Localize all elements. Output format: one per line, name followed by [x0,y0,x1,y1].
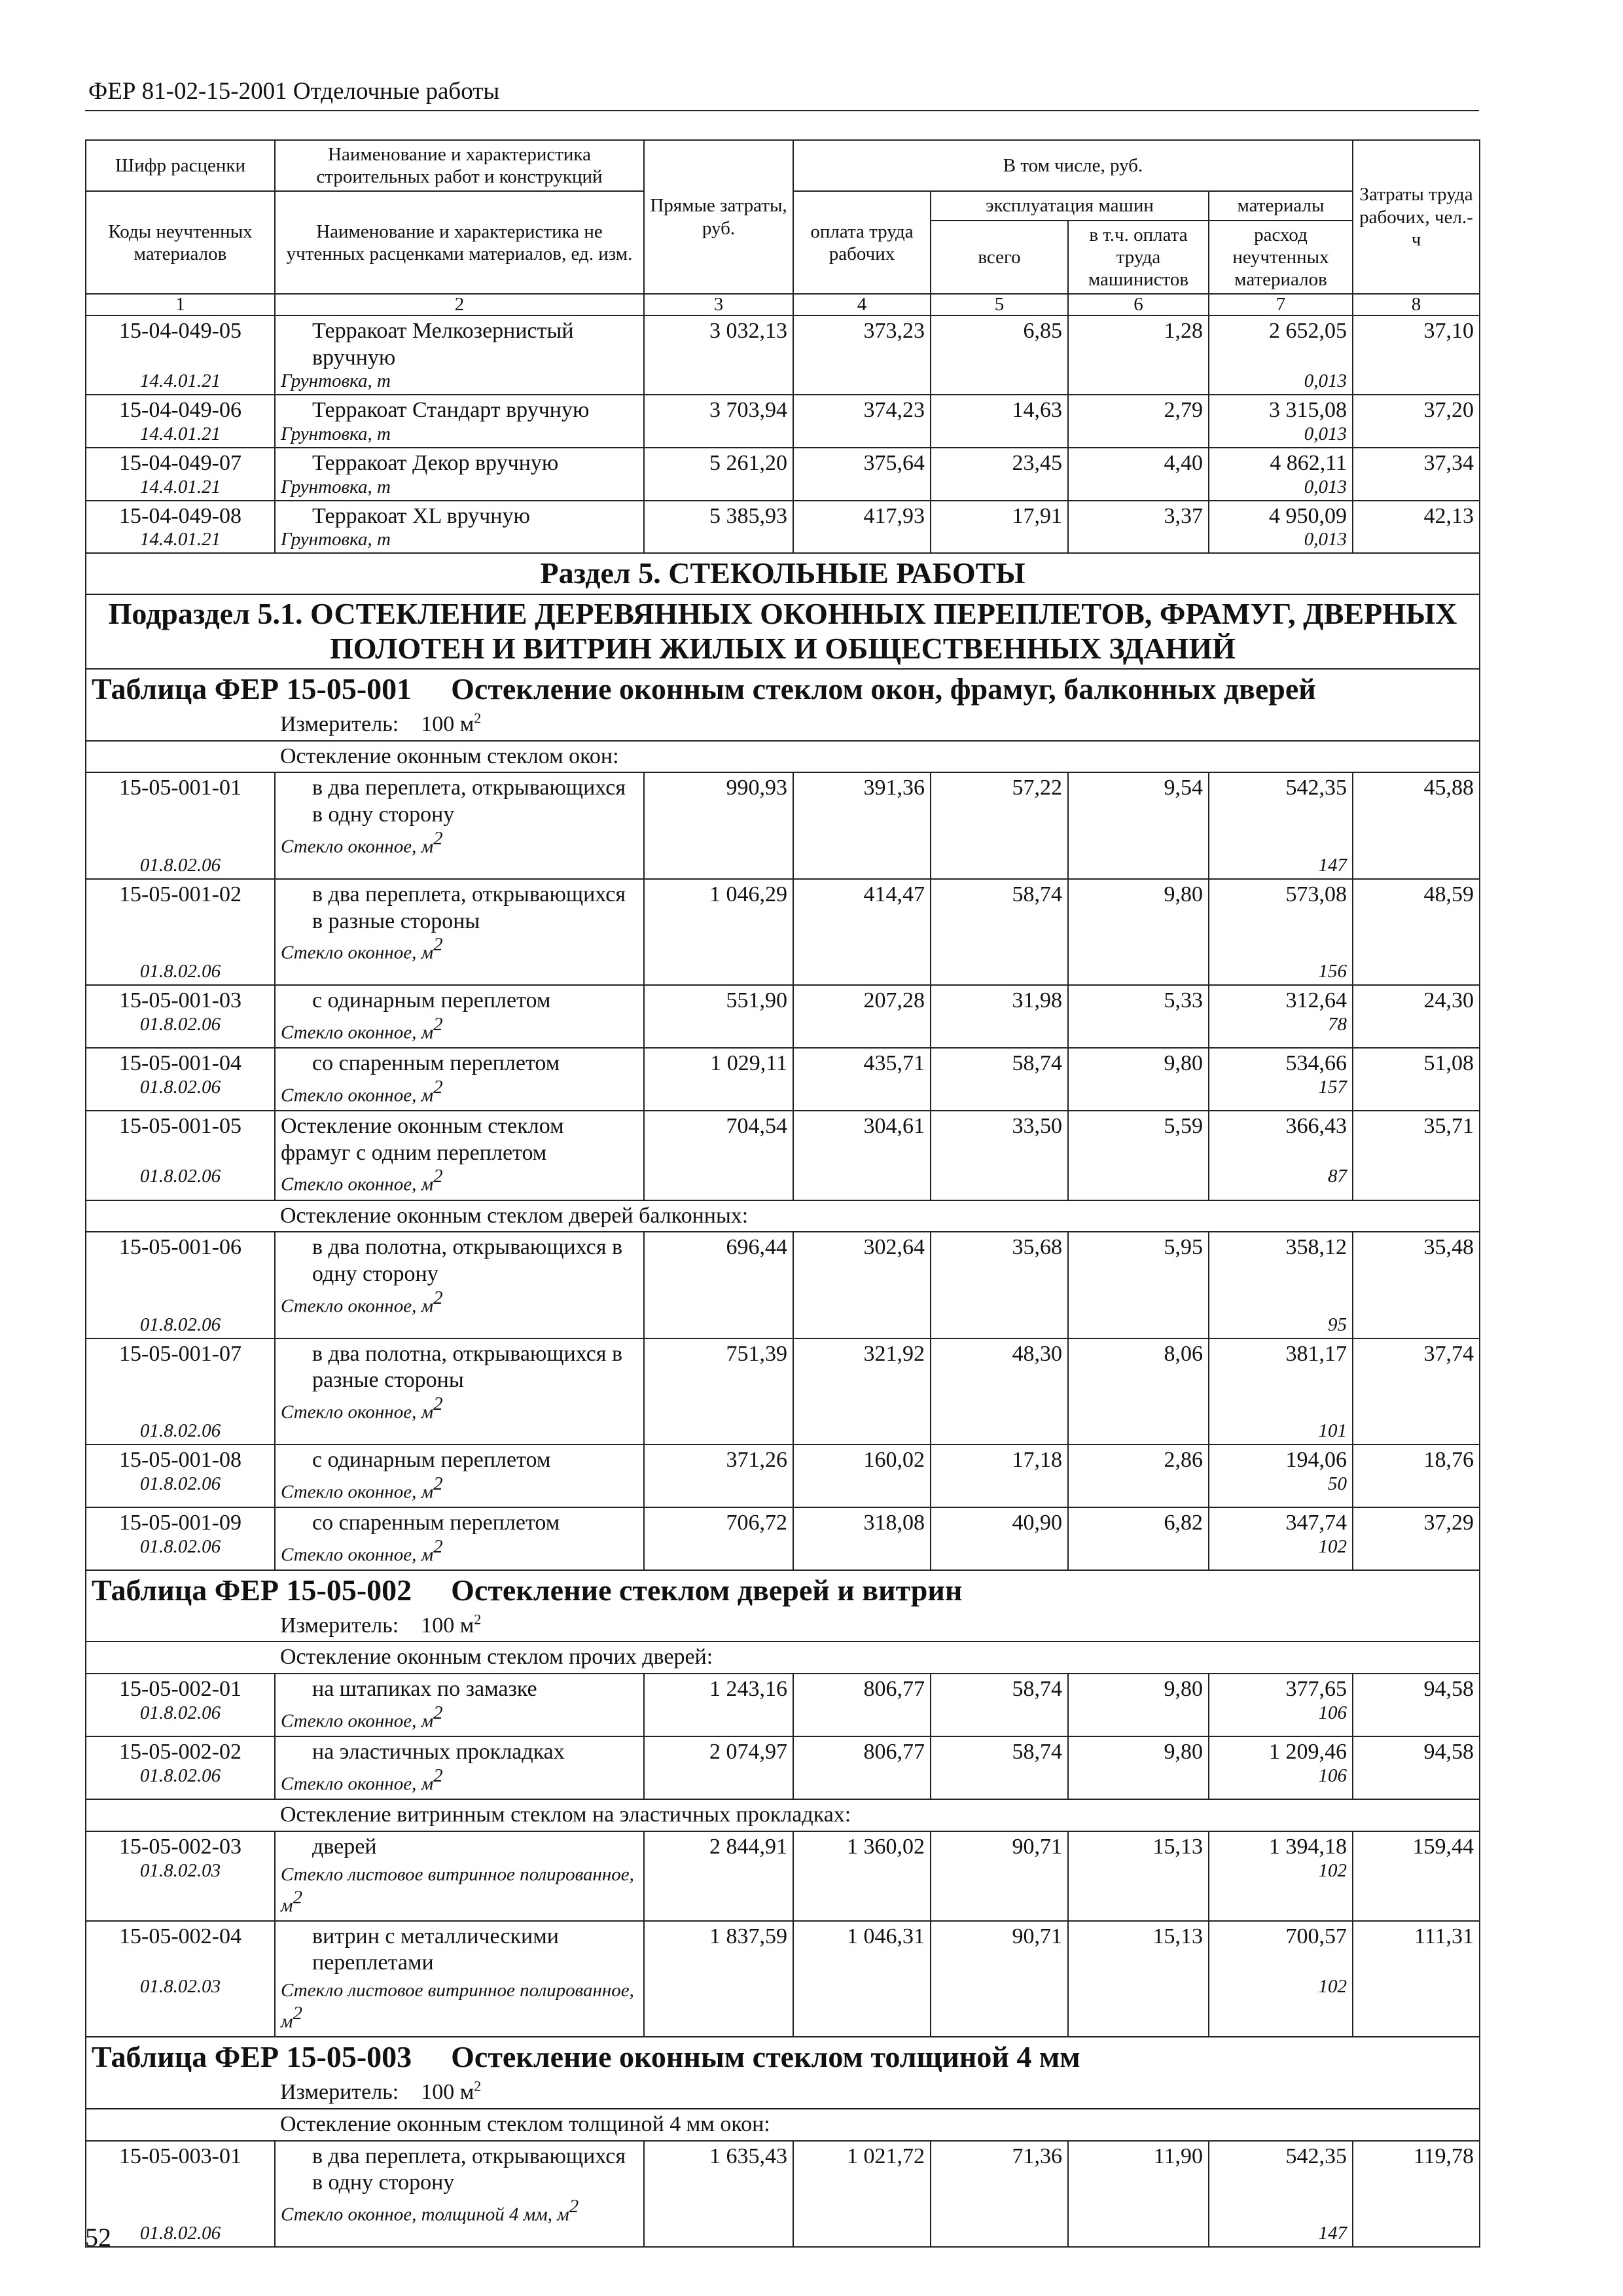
labor-pay: 417,93 [793,501,931,554]
materials-cost: 542,35 [1285,2144,1347,2168]
measure-value: 100 м [421,1613,474,1638]
machines-total: 14,63 [931,395,1068,448]
material-code: 01.8.02.06 [139,2223,221,2244]
header-divider [85,110,1479,111]
rate-code: 15-04-049-06 [119,398,241,423]
material-code: 14.4.01.21 [139,423,221,445]
machines-total: 40,90 [931,1507,1068,1570]
measure: Измеритель: 100 $м^2$ [275,1611,1480,1642]
material-code: 01.8.02.06 [139,1076,221,1098]
rate-code: 15-05-001-02 [119,882,241,906]
materials-cost: 194,06 [1285,1447,1347,1472]
col-name-bottom-header: Наименование и характеристика не учтенных расценками материалов, ед. изм. [275,191,644,294]
machines-total: 90,71 [931,1921,1068,2037]
material-name: Стекло листовое витринное полированное, м [281,1980,634,2032]
direct-cost: 551,90 [644,985,793,1048]
labor-hours: 42,13 [1353,501,1480,554]
work-name: Терракоат Мелкозернистый вручную [312,318,574,370]
rate-code: 15-04-049-05 [119,318,241,343]
material-qty: 102 [1318,1976,1347,1998]
rate-code: 15-05-003-01 [119,2144,241,2168]
group-title: Остекление оконным стеклом дверей балконных: [275,1200,1480,1232]
material-code: 01.8.02.03 [139,1976,221,1998]
col-num: 3 [644,294,793,315]
material-code: 14.4.01.21 [139,529,221,550]
material-code: 01.8.02.06 [139,1765,221,1786]
work-name: со спаренным переплетом [312,1050,560,1075]
direct-cost: 3 032,13 [644,315,793,395]
material-code: 01.8.02.06 [139,1013,221,1035]
labor-hours: 35,48 [1353,1232,1480,1338]
subsection-title: Подраздел 5.1. ОСТЕКЛЕНИЕ ДЕРЕВЯННЫХ ОКОННЫХ ПЕРЕПЛЕТОВ, ФРАМУГ, ДВЕРНЫХ ПОЛОТЕН И ВИТРИН ЖИЛЫХ И ОБЩЕСТВЕННЫХ ЗДАНИЙ [86,594,1480,669]
labor-pay: 160,02 [793,1444,931,1507]
labor-pay: 373,23 [793,315,931,395]
materials-cost: 381,17 [1285,1341,1347,1366]
material-qty: 106 [1318,1702,1347,1724]
labor-pay: 806,77 [793,1736,931,1799]
labor-pay: 318,08 [793,1507,931,1570]
measure: Измеритель: 100 $м^2$ [275,709,1480,741]
work-name: в два переплета, открывающихся в одну сторону [312,2144,626,2195]
rate-code: 15-05-001-08 [119,1447,241,1472]
col-incl-header: В том числе, руб. [793,140,1353,191]
group-title: Остекление оконным стеклом окон: [275,741,1480,773]
materials-cost: 312,64 [1285,988,1347,1013]
driver-pay: 9,80 [1068,879,1209,985]
labor-pay: 806,77 [793,1674,931,1736]
labor-pay: 1 021,72 [793,2141,931,2247]
table-row: 15-05-001-05 01.8.02.06 Остекление оконным стеклом фрамуг с одним переплетом Стекло оконное, $м^2$ 704,54 304,61 33,50 5,59 366,43 87 35,71 [86,1111,1480,1200]
direct-cost: 2 844,91 [644,1831,793,1921]
table-row: 15-05-001-07 01.8.02.06 в два полотна, открывающихся в разные стороны Стекло оконное, $м^2$ 751,39 321,92 48,30 8,06 381,17 101 37,74 [86,1338,1480,1444]
material-name: Стекло оконное, толщиной 4 мм, м [281,2204,569,2225]
work-name: дверей [312,1834,377,1859]
machines-total: 35,68 [931,1232,1068,1338]
table-caption: Остекление стеклом дверей и витрин [451,1573,963,1607]
material-name: Стекло оконное, м [281,1773,434,1795]
table-row: 15-05-003-01 01.8.02.06 в два переплета, открывающихся в одну сторону Стекло оконное, толщиной 4 мм, $м^2$ 1 635,43 1 021,72 71,36 11,90 542,35 147 119,78 [86,2141,1480,2247]
material-code: 14.4.01.21 [139,476,221,497]
rate-code: 15-05-001-01 [119,776,241,800]
materials-cost: 2 652,05 [1269,318,1347,343]
machines-total: 58,74 [931,1736,1068,1799]
table-row [86,501,1480,554]
labor-hours: 51,08 [1353,1048,1480,1111]
material-qty: 102 [1318,1859,1347,1881]
machines-total: 33,50 [931,1111,1068,1200]
material-qty: 101 [1318,1420,1347,1442]
labor-pay: 1 360,02 [793,1831,931,1921]
material-qty: 147 [1318,2223,1347,2244]
work-name: с одинарным переплетом [312,988,551,1013]
labor-hours: 37,10 [1353,315,1480,395]
direct-cost: 5 385,93 [644,501,793,554]
driver-pay: 15,13 [1068,1921,1209,2037]
labor-hours: 37,29 [1353,1507,1480,1570]
work-name: со спаренным переплетом [312,1510,560,1535]
rate-code: 15-05-001-05 [119,1113,241,1138]
section-title: Раздел 5. СТЕКОЛЬНЫЕ РАБОТЫ [86,553,1480,594]
table-caption: Остекление оконным стеклом окон, фрамуг, балконных дверей [451,672,1316,706]
measure: Измеритель: 100 $м^2$ [275,2077,1480,2109]
material-name: Стекло оконное, м [281,942,434,963]
direct-cost: 1 029,11 [644,1048,793,1111]
direct-cost: 1 837,59 [644,1921,793,2037]
material-qty: 95 [1328,1314,1347,1335]
work-name: Терракоат XL вручную [312,503,530,528]
direct-cost: 1 046,29 [644,879,793,985]
driver-pay: 9,80 [1068,1674,1209,1736]
col-code-header: Шифр расценки [86,140,275,191]
material-name: Стекло оконное, м [281,836,434,857]
table-row: 15-05-001-09 01.8.02.06 со спаренным переплетом Стекло оконное, $м^2$ 706,72 318,08 40,90 6,82 347,74 102 37,29 [86,1507,1480,1570]
labor-hours: 37,20 [1353,395,1480,448]
material-code: 01.8.02.06 [139,1166,221,1187]
table-row: 15-05-001-02 01.8.02.06 в два переплета, открывающихся в разные стороны Стекло оконное, $м^2$ 1 046,29 414,47 58,74 9,80 573,08 156 48,59 [86,879,1480,985]
direct-cost: 751,39 [644,1338,793,1444]
work-name: с одинарным переплетом [312,1447,551,1472]
rate-code: 15-05-002-04 [119,1924,241,1948]
labor-hours: 24,30 [1353,985,1480,1048]
material-qty: 0,013 [1304,423,1347,445]
machines-total: 31,98 [931,985,1068,1048]
col-num: 7 [1209,294,1353,315]
machines-total: 23,45 [931,448,1068,501]
col-num: 5 [931,294,1068,315]
table-row: 15-05-001-01 01.8.02.06 в два переплета, открывающихся в одну сторону Стекло оконное, $м^2$ 990,93 391,36 57,22 9,54 542,35 147 45,88 [86,772,1480,878]
col-num: 1 [86,294,275,315]
col-num: 8 [1353,294,1480,315]
rate-code: 15-05-001-06 [119,1235,241,1260]
direct-cost: 1 635,43 [644,2141,793,2247]
material-code: 01.8.02.06 [139,1420,221,1442]
direct-cost: 3 703,94 [644,395,793,448]
driver-pay: 9,54 [1068,772,1209,878]
work-name: в два полотна, открывающихся в одну сторону [312,1235,623,1287]
work-name: Терракоат Стандарт вручную [312,398,590,423]
driver-pay: 2,79 [1068,395,1209,448]
work-name: витрин с металлическими переплетами [312,1924,559,1975]
material-qty: 102 [1318,1535,1347,1557]
table-row: 15-05-002-03 01.8.02.03 дверей Стекло листовое витринное полированное, $м^2$ 2 844,91 1 360,02 90,71 15,13 1 394,18 102 159,44 [86,1831,1480,1921]
material-name: Стекло оконное, м [281,1710,434,1732]
driver-pay: 3,37 [1068,501,1209,554]
labor-hours: 37,34 [1353,448,1480,501]
work-name: в два полотна, открывающихся в разные стороны [312,1341,623,1393]
work-name: в два переплета, открывающихся в разные стороны [312,882,626,933]
material-name: Стекло оконное, м [281,1401,434,1423]
col-labor-header: Затраты труда рабочих, чел.-ч [1353,140,1480,294]
labor-hours: 37,74 [1353,1338,1480,1444]
col-num: 2 [275,294,644,315]
col-machines-header: эксплуатация машин [931,191,1209,220]
driver-pay: 9,80 [1068,1048,1209,1111]
table-row: 15-05-001-03 01.8.02.06 с одинарным переплетом Стекло оконное, $м^2$ 551,90 207,28 31,98 5,33 312,64 78 24,30 [86,985,1480,1048]
material-code: 01.8.02.06 [139,1473,221,1494]
table-heading [86,1570,1480,1611]
material-qty: 50 [1328,1473,1347,1494]
material-code: 01.8.02.03 [139,1859,221,1881]
machines-total: 48,30 [931,1338,1068,1444]
material-code: 14.4.01.21 [139,370,221,392]
work-name: на эластичных прокладках [312,1740,565,1765]
page-number: 52 [85,2223,111,2252]
labor-hours: 94,58 [1353,1736,1480,1799]
direct-cost: 5 261,20 [644,448,793,501]
direct-cost: 706,72 [644,1507,793,1570]
work-name: на штапиках по замазке [312,1677,537,1702]
driver-pay: 1,28 [1068,315,1209,395]
materials-cost: 3 315,08 [1269,398,1347,423]
material-code: 01.8.02.06 [139,1702,221,1724]
table-code: Таблица ФЕР 15-05-002 [92,1573,412,1607]
measure-value: 100 м [421,711,474,736]
materials-cost: 700,57 [1285,1924,1347,1948]
machines-total: 17,91 [931,501,1068,554]
table-row: 15-05-002-02 01.8.02.06 на эластичных прокладках Стекло оконное, $м^2$ 2 074,97 806,77 58,74 9,80 1 209,46 106 94,58 [86,1736,1480,1799]
material-name: Грунтовка, т [281,423,391,445]
material-qty: 0,013 [1304,476,1347,497]
measure-label: Измеритель: [280,711,399,736]
material-code: 01.8.02.06 [139,854,221,876]
materials-cost: 347,74 [1285,1510,1347,1535]
driver-pay: 15,13 [1068,1831,1209,1921]
material-qty: 147 [1318,854,1347,876]
material-name: Грунтовка, т [281,476,391,497]
group-title: Остекление витринным стеклом на эластичных прокладках: [275,1799,1480,1831]
rate-code: 15-04-049-08 [119,503,241,528]
labor-hours: 94,58 [1353,1674,1480,1736]
driver-pay: 6,82 [1068,1507,1209,1570]
table-row: 15-05-002-01 01.8.02.06 на штапиках по замазке Стекло оконное, $м^2$ 1 243,16 806,77 58,74 9,80 377,65 106 94,58 [86,1674,1480,1736]
rate-code: 15-05-002-02 [119,1740,241,1765]
machines-total: 6,85 [931,315,1068,395]
labor-pay: 302,64 [793,1232,931,1338]
labor-pay: 1 046,31 [793,1921,931,2037]
machines-total: 71,36 [931,2141,1068,2247]
rate-code: 15-05-002-03 [119,1834,241,1859]
col-codes-uncounted-header: Коды неучтенных материалов [86,191,275,294]
material-qty: 87 [1328,1166,1347,1187]
labor-hours: 18,76 [1353,1444,1480,1507]
direct-cost: 990,93 [644,772,793,878]
materials-cost: 366,43 [1285,1113,1347,1138]
labor-pay: 304,61 [793,1111,931,1200]
measure-value: 100 м [421,2080,474,2105]
group-title: Остекление оконным стеклом прочих дверей: [275,1641,1480,1674]
machines-total: 58,74 [931,1674,1068,1736]
table-row: 15-05-001-04 01.8.02.06 со спаренным переплетом Стекло оконное, $м^2$ 1 029,11 435,71 58,74 9,80 534,66 157 51,08 [86,1048,1480,1111]
rates-table [85,139,1480,2248]
table-heading [86,2037,1480,2077]
material-qty: 156 [1318,961,1347,982]
materials-cost: 1 209,46 [1269,1740,1347,1765]
direct-cost: 704,54 [644,1111,793,1200]
col-num: 6 [1068,294,1209,315]
labor-hours: 119,78 [1353,2141,1480,2247]
table-row: 15-05-001-06 01.8.02.06 в два полотна, открывающихся в одну сторону Стекло оконное, $м^2$ 696,44 302,64 35,68 5,95 358,12 95 35,48 [86,1232,1480,1338]
material-name: Грунтовка, т [281,370,391,392]
work-name: Терракоат Декор вручную [312,450,559,475]
machines-total: 57,22 [931,772,1068,878]
col-total-header: всего [931,221,1068,295]
table-caption: Остекление оконным стеклом толщиной 4 мм [451,2040,1080,2074]
rate-code: 15-05-001-03 [119,988,241,1013]
material-qty: 0,013 [1304,370,1347,392]
material-name: Стекло оконное, м [281,1022,434,1043]
driver-pay: 9,80 [1068,1736,1209,1799]
measure-label: Измеритель: [280,2080,399,2105]
materials-cost: 534,66 [1285,1050,1347,1075]
driver-pay: 5,59 [1068,1111,1209,1200]
labor-pay: 435,71 [793,1048,931,1111]
machines-total: 58,74 [931,879,1068,985]
group-title: Остекление оконным стеклом толщиной 4 мм окон: [275,2109,1480,2141]
material-qty: 78 [1328,1013,1347,1035]
work-name: в два переплета, открывающихся в одну сторону [312,776,626,827]
col-labor-pay-header: оплата труда рабочих [793,191,931,294]
material-name: Стекло листовое витринное полированное, м [281,1863,634,1916]
table-row [86,448,1480,501]
col-num: 4 [793,294,931,315]
driver-pay: 8,06 [1068,1338,1209,1444]
measure-label: Измеритель: [280,1613,399,1638]
table-heading [86,669,1480,709]
material-name: Стекло оконное, м [281,1481,434,1503]
rate-code: 15-05-001-07 [119,1341,241,1366]
material-code: 01.8.02.06 [139,1535,221,1557]
labor-pay: 414,47 [793,879,931,985]
work-name: Остекление оконным стеклом фрамуг с одним переплетом [281,1113,564,1165]
col-direct-header: Прямые затраты, руб. [644,140,793,294]
material-name: Стекло оконное, м [281,1543,434,1565]
labor-pay: 374,23 [793,395,931,448]
col-name-header: Наименование и характеристика строительных работ и конструкций [275,140,644,191]
materials-cost: 4 950,09 [1269,503,1347,528]
machines-total: 58,74 [931,1048,1068,1111]
materials-cost: 573,08 [1285,882,1347,906]
labor-pay: 321,92 [793,1338,931,1444]
direct-cost: 371,26 [644,1444,793,1507]
material-code: 01.8.02.06 [139,961,221,982]
materials-cost: 1 394,18 [1269,1834,1347,1859]
materials-cost: 4 862,11 [1270,450,1347,475]
table-row [86,395,1480,448]
labor-hours: 111,31 [1353,1921,1480,2037]
material-name: Стекло оконное, м [281,1295,434,1317]
material-qty: 0,013 [1304,529,1347,550]
direct-cost: 696,44 [644,1232,793,1338]
driver-pay: 4,40 [1068,448,1209,501]
labor-pay: 207,28 [793,985,931,1048]
col-driver-header: в т.ч. оплата труда машинистов [1068,221,1209,295]
rate-code: 15-05-001-04 [119,1050,241,1075]
table-row: 15-05-002-04 01.8.02.03 витрин с металлическими переплетами Стекло листовое витринное полированное, $м^2$ 1 837,59 1 046,31 90,71 15,13 700,57 102 111,31 [86,1921,1480,2037]
table-code: Таблица ФЕР 15-05-001 [92,672,412,706]
machines-total: 17,18 [931,1444,1068,1507]
machines-total: 90,71 [931,1831,1068,1921]
material-qty: 157 [1318,1076,1347,1098]
rate-code: 15-04-049-07 [119,450,241,475]
table-row [86,315,1480,395]
material-code: 01.8.02.06 [139,1314,221,1335]
labor-hours: 45,88 [1353,772,1480,878]
driver-pay: 5,95 [1068,1232,1209,1338]
labor-hours: 48,59 [1353,879,1480,985]
direct-cost: 1 243,16 [644,1674,793,1736]
material-qty: 106 [1318,1765,1347,1786]
materials-cost: 542,35 [1285,776,1347,800]
table-row: 15-05-001-08 01.8.02.06 с одинарным переплетом Стекло оконное, $м^2$ 371,26 160,02 17,18 2,86 194,06 50 18,76 [86,1444,1480,1507]
direct-cost: 2 074,97 [644,1736,793,1799]
material-name: Стекло оконное, м [281,1174,434,1195]
driver-pay: 5,33 [1068,985,1209,1048]
rate-code: 15-05-001-09 [119,1510,241,1535]
labor-hours: 35,71 [1353,1111,1480,1200]
col-consumption-header: расход неучтенных материалов [1209,221,1353,295]
page-header: ФЕР 81-02-15-2001 Отделочные работы [88,78,500,105]
labor-hours: 159,44 [1353,1831,1480,1921]
table-code: Таблица ФЕР 15-05-003 [92,2040,412,2074]
driver-pay: 11,90 [1068,2141,1209,2247]
materials-cost: 377,65 [1285,1677,1347,1702]
rate-code: 15-05-002-01 [119,1677,241,1702]
driver-pay: 2,86 [1068,1444,1209,1507]
material-name: Стекло оконное, м [281,1085,434,1106]
material-name: Грунтовка, т [281,529,391,550]
labor-pay: 375,64 [793,448,931,501]
materials-cost: 358,12 [1285,1235,1347,1260]
col-materials-header: материалы [1209,191,1353,220]
labor-pay: 391,36 [793,772,931,878]
